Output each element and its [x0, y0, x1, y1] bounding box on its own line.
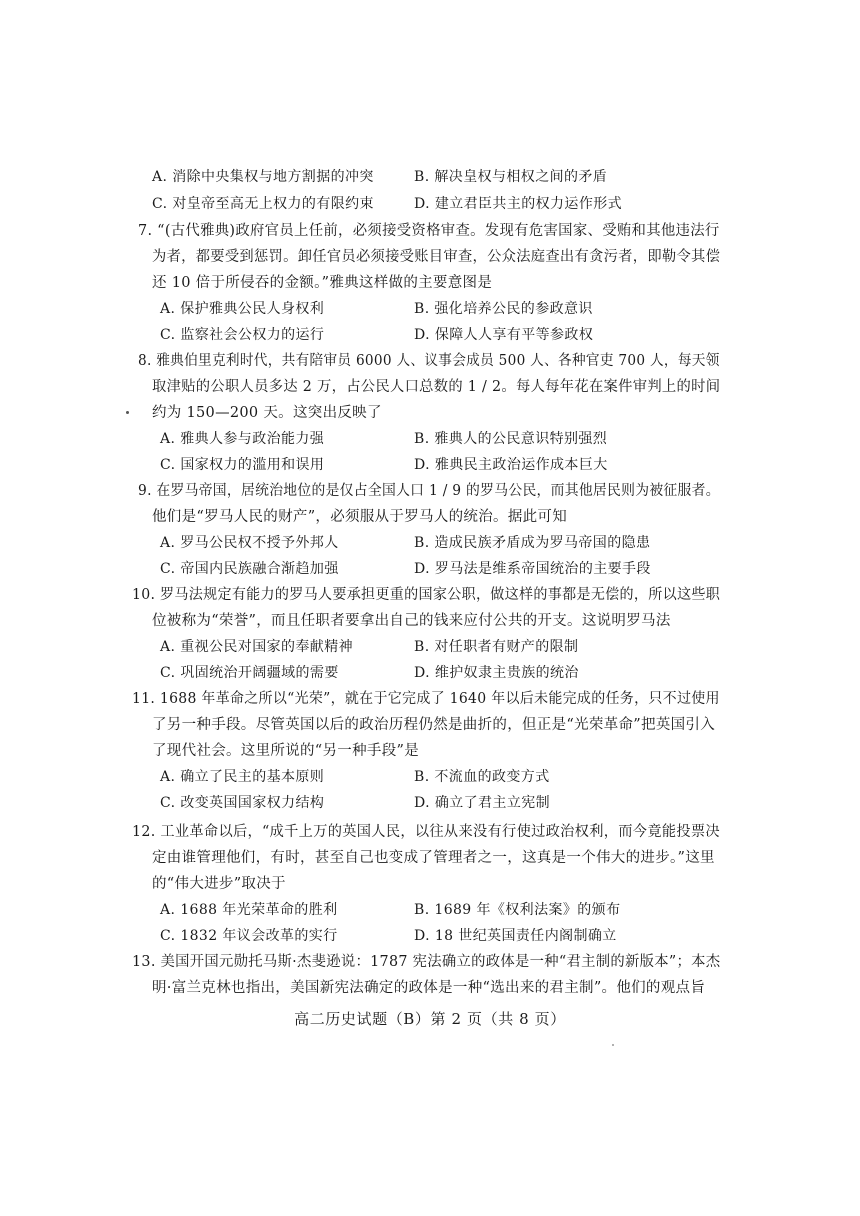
- q11-option-c: C. 改变英国国家权力结构: [160, 795, 325, 811]
- q8-stem-line-1: 8. 雅典伯里克利时代，共有陪审员 6000 人、议事会成员 500 人、各种官吏 700 人，每天领: [138, 353, 720, 369]
- q11-option-d: D. 确立了君主立宪制: [414, 795, 551, 811]
- scan-speck: [612, 1044, 614, 1046]
- q10-option-a: A. 重视公民对国家的奉献精神: [160, 639, 354, 655]
- q12-stem-line-1: 12. 工业革命以后，“成千上万的英国人民，以往从来没有行使过政治权利，而今竟能投票决: [132, 824, 720, 840]
- q11-stem-line-2: 了另一种手段。尽管英国以后的政治历程仍然是曲折的，但正是“光荣革命”把英国引入: [152, 717, 716, 733]
- q10-option-b: B. 对任职者有财产的限制: [414, 639, 579, 655]
- q9-option-d: D. 罗马法是维系帝国统治的主要手段: [414, 561, 651, 577]
- q12-option-d: D. 18 世纪英国责任内阁制确立: [414, 928, 617, 944]
- q12-stem-line-3: 的“伟大进步”取决于: [152, 876, 286, 892]
- q9-stem-line-1: 9. 在罗马帝国，居统治地位的是仅占全国人口 1 / 9 的罗马公民，而其他居民则为被征服者。: [138, 483, 720, 499]
- q7-option-b: B. 强化培养公民的参政意识: [414, 301, 593, 317]
- q6-option-a: A. 消除中央集权与地方割据的冲突: [152, 169, 374, 185]
- q11-stem-line-1: 11. 1688 年革命之所以“光荣”，就在于它完成了 1640 年以后未能完成的任务，只不过使用: [132, 691, 720, 707]
- q7-stem-line-3: 还 10 倍于所侵吞的金额。”雅典这样做的主要意图是: [152, 275, 493, 291]
- q9-stem-line-2: 他们是“罗马人民的财产”，必须服从于罗马人的统治。据此可知: [152, 509, 568, 525]
- q10-option-d: D. 维护奴隶主贵族的统治: [414, 665, 579, 681]
- q6-option-d: D. 建立君臣共主的权力运作形式: [414, 196, 623, 212]
- page-footer: 高二历史试题（B）第 2 页（共 8 页）: [294, 1010, 566, 1028]
- q7-option-c: C. 监察社会公权力的运行: [160, 327, 325, 343]
- q8-option-d: D. 雅典民主政治运作成本巨大: [414, 457, 608, 473]
- q12-option-a: A. 1688 年光荣革命的胜利: [160, 902, 338, 918]
- q10-stem-line-1: 10. 罗马法规定有能力的罗马人要承担更重的国家公职，做这样的事都是无偿的，所以这些职: [132, 587, 721, 603]
- q9-option-b: B. 造成民族矛盾成为罗马帝国的隐患: [414, 535, 651, 551]
- q8-stem-line-3: 约为 150—200 天。这突出反映了: [152, 405, 382, 421]
- q10-option-c: C. 巩固统治开阔疆域的需要: [160, 665, 339, 681]
- q8-option-b: B. 雅典人的公民意识特别强烈: [414, 431, 608, 447]
- q7-stem-line-2: 为者，都要受到惩罚。卸任官员必须接受账目审查，公众法庭查出有贪污者，即勒令其偿: [152, 249, 721, 265]
- scan-speck: [126, 411, 129, 414]
- q8-stem-line-2: 取津贴的公职人员多达 2 万，占公民人口总数的 1 / 2。每人每年花在案件审判上的时间: [152, 379, 721, 395]
- q6-option-c: C. 对皇帝至高无上权力的有限约束: [152, 196, 374, 212]
- q12-option-b: B. 1689 年《权利法案》的颁布: [414, 902, 621, 918]
- q12-option-c: C. 1832 年议会改革的实行: [160, 928, 338, 944]
- q10-stem-line-2: 位被称为“荣誉”，而且任职者要拿出自己的钱来应付公共的开支。这说明罗马法: [152, 613, 671, 629]
- q7-option-a: A. 保护雅典公民人身权利: [160, 301, 325, 317]
- q11-option-a: A. 确立了民主的基本原则: [160, 769, 325, 785]
- q9-option-a: A. 罗马公民权不授予外邦人: [160, 535, 339, 551]
- q7-stem-line-1: 7. “(古代雅典)政府官员上任前，必须接受资格审查。发现有危害国家、受贿和其他违法行: [138, 223, 720, 239]
- q13-stem-line-1: 13. 美国开国元勋托马斯·杰斐逊说：1787 宪法确立的政体是一种“君主制的新版本”；本杰: [132, 954, 721, 970]
- q6-option-b: B. 解决皇权与相权之间的矛盾: [414, 169, 608, 185]
- q13-stem-line-2: 明·富兰克林也指出，美国新宪法确定的政体是一种“选出来的君主制”。他们的观点旨: [152, 980, 706, 996]
- q9-option-c: C. 帝国内民族融合渐趋加强: [160, 561, 339, 577]
- q7-option-d: D. 保障人人享有平等参政权: [414, 327, 594, 343]
- q12-stem-line-2: 定由谁管理他们，有时，甚至自己也变成了管理者之一，这真是一个伟大的进步。”这里: [152, 850, 715, 866]
- q8-option-a: A. 雅典人参与政治能力强: [160, 431, 325, 447]
- q11-option-b: B. 不流血的政变方式: [414, 769, 550, 785]
- q8-option-c: C. 国家权力的滥用和误用: [160, 457, 325, 473]
- q11-stem-line-3: 了现代社会。这里所说的“另一种手段”是: [152, 743, 420, 759]
